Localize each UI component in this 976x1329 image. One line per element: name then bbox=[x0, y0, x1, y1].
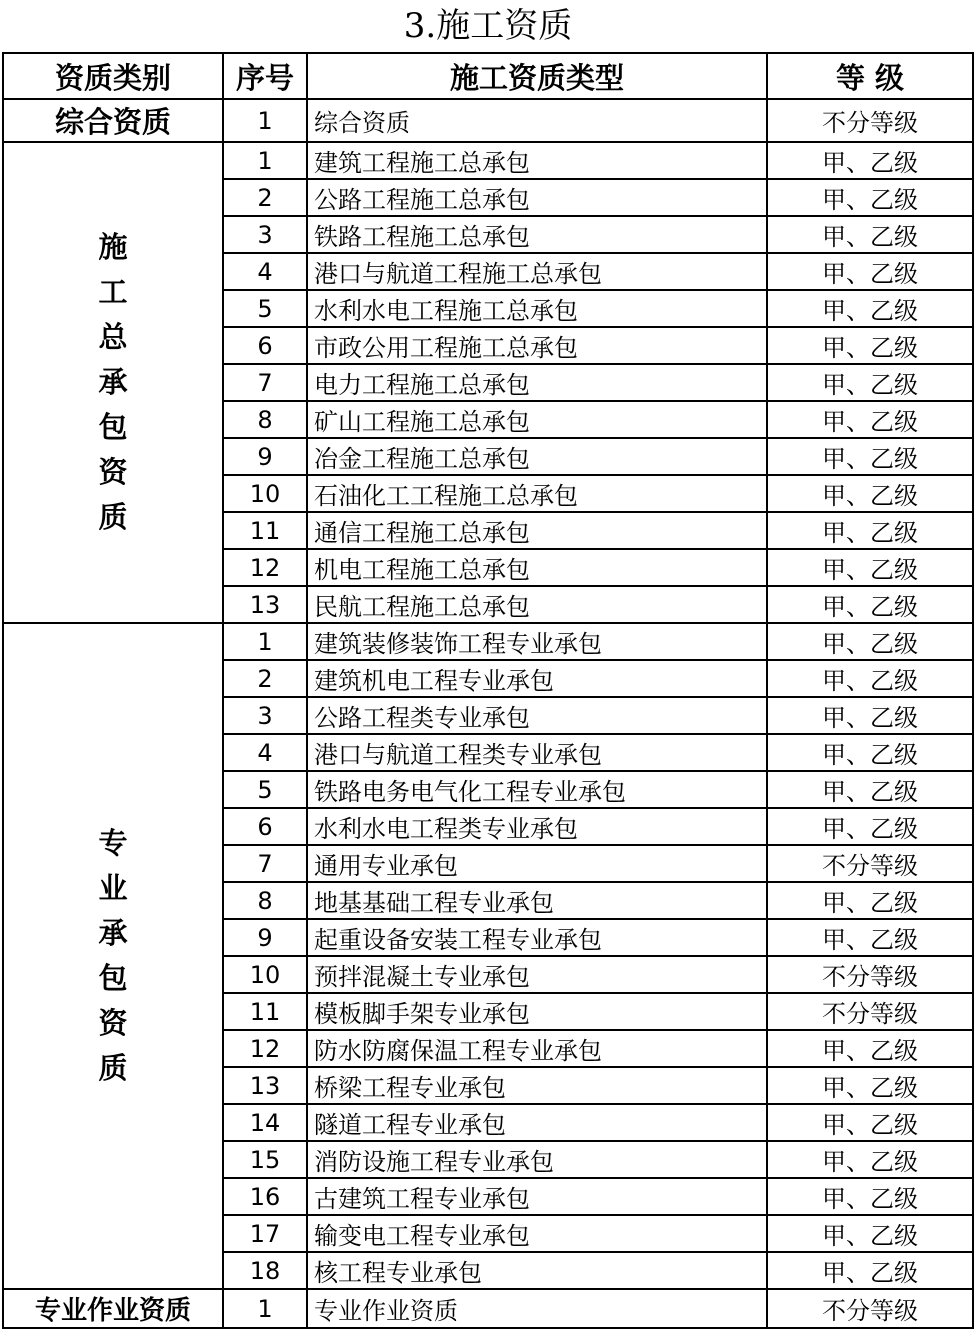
qualification-type: 港口与航道工程类专业承包 bbox=[307, 734, 767, 771]
table-row bbox=[3, 623, 973, 660]
row-number: 1 bbox=[223, 142, 307, 179]
row-number: 5 bbox=[223, 290, 307, 327]
qualification-type: 铁路电务电气化工程专业承包 bbox=[307, 771, 767, 808]
qualification-grade: 甲、乙级 bbox=[767, 808, 973, 845]
qualification-grade: 甲、乙级 bbox=[767, 549, 973, 586]
row-number: 9 bbox=[223, 919, 307, 956]
qualification-grade: 甲、乙级 bbox=[767, 327, 973, 364]
row-number: 3 bbox=[223, 216, 307, 253]
header-category: 资质类别 bbox=[3, 53, 223, 99]
row-number: 15 bbox=[223, 1141, 307, 1178]
category-comprehensive: 综合资质 bbox=[3, 99, 223, 142]
qualification-grade: 甲、乙级 bbox=[767, 216, 973, 253]
qualification-grade: 甲、乙级 bbox=[767, 364, 973, 401]
page-title: 3.施工资质 bbox=[403, 6, 573, 46]
qualification-grade: 甲、乙级 bbox=[767, 882, 973, 919]
qualification-type: 石油化工工程施工总承包 bbox=[307, 475, 767, 512]
qualification-grade: 甲、乙级 bbox=[767, 1141, 973, 1178]
qualification-type: 港口与航道工程施工总承包 bbox=[307, 253, 767, 290]
qualification-grade: 甲、乙级 bbox=[767, 586, 973, 623]
row-number: 2 bbox=[223, 179, 307, 216]
category-label: 施工总承包资质 bbox=[98, 230, 128, 534]
qualification-type: 地基基础工程专业承包 bbox=[307, 882, 767, 919]
qualification-grade: 甲、乙级 bbox=[767, 734, 973, 771]
qualification-type: 通信工程施工总承包 bbox=[307, 512, 767, 549]
row-number: 1 bbox=[223, 99, 307, 142]
table-body bbox=[3, 99, 973, 1328]
row-number: 9 bbox=[223, 438, 307, 475]
qualification-grade: 甲、乙级 bbox=[767, 771, 973, 808]
qualification-type: 铁路工程施工总承包 bbox=[307, 216, 767, 253]
row-number: 10 bbox=[223, 475, 307, 512]
row-number: 11 bbox=[223, 993, 307, 1030]
qualification-type: 建筑机电工程专业承包 bbox=[307, 660, 767, 697]
qualification-grade: 甲、乙级 bbox=[767, 253, 973, 290]
header-grade: 等 级 bbox=[767, 53, 973, 99]
row-number: 4 bbox=[223, 734, 307, 771]
qualification-type: 消防设施工程专业承包 bbox=[307, 1141, 767, 1178]
row-number: 18 bbox=[223, 1252, 307, 1289]
table-row bbox=[3, 1289, 973, 1328]
qualification-grade: 甲、乙级 bbox=[767, 919, 973, 956]
qualification-type: 水利水电工程类专业承包 bbox=[307, 808, 767, 845]
row-number: 14 bbox=[223, 1104, 307, 1141]
qualification-type: 公路工程施工总承包 bbox=[307, 179, 767, 216]
row-number: 1 bbox=[223, 623, 307, 660]
row-number: 11 bbox=[223, 512, 307, 549]
category-general bbox=[3, 142, 223, 623]
row-number: 8 bbox=[223, 401, 307, 438]
qualification-type: 专业作业资质 bbox=[307, 1289, 767, 1328]
row-number: 17 bbox=[223, 1215, 307, 1252]
qualification-grade: 甲、乙级 bbox=[767, 179, 973, 216]
row-number: 1 bbox=[223, 1289, 307, 1328]
qualification-grade: 甲、乙级 bbox=[767, 475, 973, 512]
qualification-type: 建筑装修装饰工程专业承包 bbox=[307, 623, 767, 660]
row-number: 12 bbox=[223, 1030, 307, 1067]
row-number: 2 bbox=[223, 660, 307, 697]
qualification-type: 输变电工程专业承包 bbox=[307, 1215, 767, 1252]
row-number: 6 bbox=[223, 808, 307, 845]
row-number: 5 bbox=[223, 771, 307, 808]
qualification-type: 桥梁工程专业承包 bbox=[307, 1067, 767, 1104]
qualification-type: 起重设备安装工程专业承包 bbox=[307, 919, 767, 956]
qualification-grade: 甲、乙级 bbox=[767, 623, 973, 660]
row-number: 12 bbox=[223, 549, 307, 586]
qualification-grade: 甲、乙级 bbox=[767, 290, 973, 327]
row-number: 6 bbox=[223, 327, 307, 364]
row-number: 13 bbox=[223, 586, 307, 623]
qualification-grade: 不分等级 bbox=[767, 993, 973, 1030]
qualification-grade: 不分等级 bbox=[767, 1289, 973, 1328]
category-label: 专业承包资质 bbox=[98, 826, 128, 1085]
qualification-grade: 甲、乙级 bbox=[767, 1104, 973, 1141]
qualification-type: 预拌混凝土专业承包 bbox=[307, 956, 767, 993]
category-labor: 专业作业资质 bbox=[3, 1289, 223, 1328]
header-no: 序号 bbox=[223, 53, 307, 99]
qualification-type: 古建筑工程专业承包 bbox=[307, 1178, 767, 1215]
qualification-type: 矿山工程施工总承包 bbox=[307, 401, 767, 438]
qualification-type: 模板脚手架专业承包 bbox=[307, 993, 767, 1030]
row-number: 16 bbox=[223, 1178, 307, 1215]
qualification-type: 民航工程施工总承包 bbox=[307, 586, 767, 623]
qualification-grade: 甲、乙级 bbox=[767, 697, 973, 734]
qualification-type: 电力工程施工总承包 bbox=[307, 364, 767, 401]
qualification-grade: 甲、乙级 bbox=[767, 142, 973, 179]
qualification-type: 建筑工程施工总承包 bbox=[307, 142, 767, 179]
row-number: 8 bbox=[223, 882, 307, 919]
qualification-grade: 不分等级 bbox=[767, 845, 973, 882]
category-specialty bbox=[3, 623, 223, 1289]
qualification-type: 综合资质 bbox=[307, 99, 767, 142]
qualification-grade: 甲、乙级 bbox=[767, 660, 973, 697]
row-number: 13 bbox=[223, 1067, 307, 1104]
row-number: 4 bbox=[223, 253, 307, 290]
row-number: 7 bbox=[223, 364, 307, 401]
qualification-grade: 不分等级 bbox=[767, 99, 973, 142]
qualification-type: 冶金工程施工总承包 bbox=[307, 438, 767, 475]
qualification-grade: 甲、乙级 bbox=[767, 1178, 973, 1215]
qualification-grade: 甲、乙级 bbox=[767, 1030, 973, 1067]
qualification-type: 隧道工程专业承包 bbox=[307, 1104, 767, 1141]
row-number: 10 bbox=[223, 956, 307, 993]
header-type: 施工资质类型 bbox=[307, 53, 767, 99]
qualification-type: 核工程专业承包 bbox=[307, 1252, 767, 1289]
table-row bbox=[3, 142, 973, 179]
row-number: 3 bbox=[223, 697, 307, 734]
qualification-type: 防水防腐保温工程专业承包 bbox=[307, 1030, 767, 1067]
header-row bbox=[3, 53, 973, 99]
qualification-grade: 不分等级 bbox=[767, 956, 973, 993]
qualification-type: 公路工程类专业承包 bbox=[307, 697, 767, 734]
qualification-type: 机电工程施工总承包 bbox=[307, 549, 767, 586]
qualification-grade: 甲、乙级 bbox=[767, 1252, 973, 1289]
qualification-grade: 甲、乙级 bbox=[767, 512, 973, 549]
qualification-type: 市政公用工程施工总承包 bbox=[307, 327, 767, 364]
qualification-table bbox=[2, 52, 974, 1329]
row-number: 7 bbox=[223, 845, 307, 882]
qualification-grade: 甲、乙级 bbox=[767, 1215, 973, 1252]
table-row bbox=[3, 99, 973, 142]
qualification-type: 通用专业承包 bbox=[307, 845, 767, 882]
qualification-grade: 甲、乙级 bbox=[767, 401, 973, 438]
qualification-grade: 甲、乙级 bbox=[767, 438, 973, 475]
qualification-type: 水利水电工程施工总承包 bbox=[307, 290, 767, 327]
qualification-grade: 甲、乙级 bbox=[767, 1067, 973, 1104]
